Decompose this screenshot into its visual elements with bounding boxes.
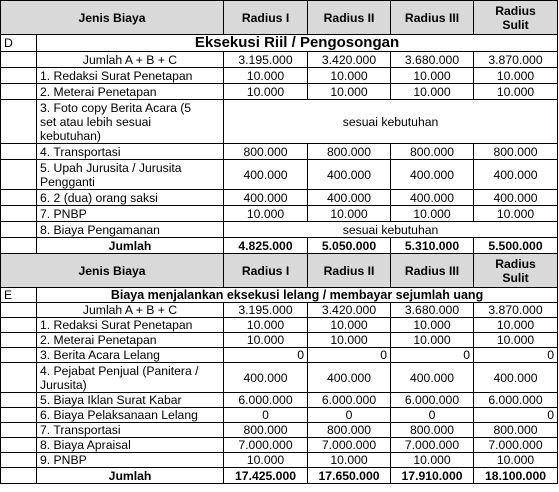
table-row: 6. 2 (dua) orang saksi 400.000 400.000 400.000 400.000 bbox=[1, 190, 558, 206]
header-jenis-biaya: Jenis Biaya bbox=[1, 1, 224, 35]
header-radius-3: Radius III bbox=[391, 1, 474, 35]
header-radius-sulit: Radius Sulit bbox=[474, 254, 558, 288]
section-title: Eksekusi Riil / Pengosongan bbox=[37, 35, 558, 52]
header-radius-3: Radius III bbox=[391, 254, 474, 288]
header-radius-1: Radius I bbox=[224, 1, 308, 35]
table-row: 4. Pejabat Penjual (Panitera / Jurusita) 400.000 400.000 400.000 400.000 bbox=[1, 363, 558, 393]
table-header bbox=[1, 254, 558, 288]
table-row: 3. Berita Acara Lelang 0 0 0 0 bbox=[1, 348, 558, 363]
table-row: 6. Biaya Pelaksanaan Lelang 0 0 0 0 bbox=[1, 408, 558, 423]
table-row: 2. Meterai Penetapan 10.000 10.000 10.000 10.000 bbox=[1, 84, 558, 100]
section-title: Biaya menjalankan eksekusi lelang / membayar sejumlah uang bbox=[37, 288, 558, 303]
total-row: Jumlah 17.425.000 17.650.000 17.910.000 18.100.000 bbox=[1, 468, 558, 484]
table-row: 7. PNBP 10.000 10.000 10.000 10.000 bbox=[1, 206, 558, 222]
section-d-header bbox=[1, 35, 558, 52]
header-radius-2: Radius II bbox=[308, 1, 391, 35]
table-row: 8. Biaya Apraisal 7.000.000 7.000.000 7.000.000 7.000.000 bbox=[1, 438, 558, 453]
table-row: 4. Transportasi 800.000 800.000 800.000 800.000 bbox=[1, 144, 558, 160]
section-code: E bbox=[1, 288, 37, 303]
table-row: Jumlah A + B + C 3.195.000 3.420.000 3.680.000 3.870.000 bbox=[1, 303, 558, 318]
header-radius-2: Radius II bbox=[308, 254, 391, 288]
table-row: 5. Upah Jurusita / Jurusita Pengganti 400.000 400.000 400.000 400.000 bbox=[1, 160, 558, 190]
table-header bbox=[1, 1, 558, 35]
table-row: 3. Foto copy Berita Acara (5 set atau lebih sesuai kebutuhan) sesuai kebutuhan bbox=[1, 100, 558, 144]
header-radius-sulit: Radius Sulit bbox=[474, 1, 558, 35]
table-row: 5. Biaya Iklan Surat Kabar 6.000.000 6.000.000 6.000.000 6.000.000 bbox=[1, 393, 558, 408]
table-row: 9. PNBP 10.000 10.000 10.000 10.000 bbox=[1, 453, 558, 468]
total-row: Jumlah 4.825.000 5.050.000 5.310.000 5.500.000 bbox=[1, 238, 558, 254]
header-jenis-biaya: Jenis Biaya bbox=[1, 254, 224, 288]
table-row: 1. Redaksi Surat Penetapan 10.000 10.000 10.000 10.000 bbox=[1, 318, 558, 333]
table-row: 8. Biaya Pengamanan sesuai kebutuhan bbox=[1, 222, 558, 238]
header-radius-1: Radius I bbox=[224, 254, 308, 288]
section-e-header bbox=[1, 288, 558, 303]
table-row: 2. Meterai Penetapan 10.000 10.000 10.000 10.000 bbox=[1, 333, 558, 348]
table-row: 1. Redaksi Surat Penetapan 10.000 10.000 10.000 10.000 bbox=[1, 68, 558, 84]
section-code: D bbox=[1, 35, 37, 52]
table-row: 7. Transportasi 800.000 800.000 800.000 800.000 bbox=[1, 423, 558, 438]
table-row: Jumlah A + B + C 3.195.000 3.420.000 3.680.000 3.870.000 bbox=[1, 52, 558, 68]
